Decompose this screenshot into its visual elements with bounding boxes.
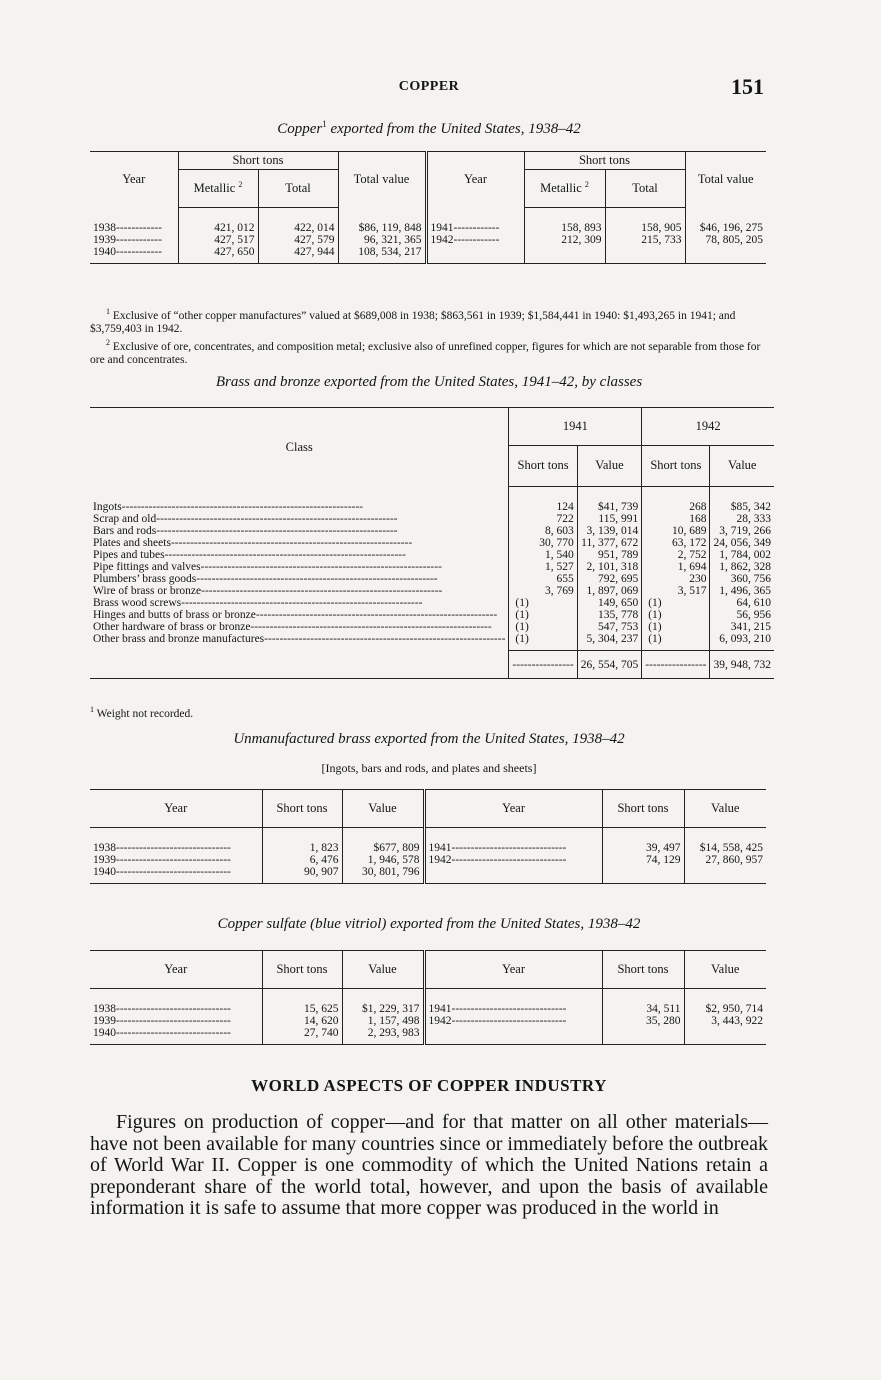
table-caption-unmanufactured-brass: Unmanufactured brass exported from the United States, 1938–42 xyxy=(233,731,625,747)
table-row: Scrap and old--------------------------------------------------------------- 722 115, 991 168 28, 333 xyxy=(90,513,774,525)
col-short-tons-right: Short tons xyxy=(602,951,684,989)
total-row: ---------------- 26, 554, 705 ---------------- 39, 948, 732 xyxy=(90,651,774,679)
col-metallic-right: Metallic $^2$ xyxy=(524,170,605,208)
section-heading: WORLD ASPECTS OF COPPER INDUSTRY xyxy=(251,1076,607,1095)
table-caption-copper-exports: Copper$^1$ exported from the United States, 1938–42 xyxy=(277,119,581,137)
page-number: 151 xyxy=(731,74,764,99)
table-row: Wire of brass or bronze--------------------------------------------------------------- 3, 769 1, 897, 069 3, 517 1, 496, 365 xyxy=(90,585,774,597)
table-row: Plumbers’ brass goods--------------------------------------------------------------- 655 792, 695 230 360, 756 xyxy=(90,573,774,585)
col-value: Value xyxy=(342,790,424,828)
table-row: Other hardware of brass or bronze--------------------------------------------------------------- (1) 547, 753 (1) 341, 215 xyxy=(90,621,774,633)
col-total-value: Total value xyxy=(338,152,426,208)
table-subcaption: [Ingots, bars and rods, and plates and sheets] xyxy=(321,761,537,775)
table-row: 1940------------------------------ 27, 740 2, 293, 983 xyxy=(90,1027,766,1039)
table-row: Plates and sheets--------------------------------------------------------------- 30, 770 11, 377, 672 63, 172 24, 056, 349 xyxy=(90,537,774,549)
running-title: COPPER xyxy=(398,79,460,94)
col-total-value-right: Total value xyxy=(685,152,766,208)
table-brass-bronze xyxy=(90,407,774,679)
col-1942: 1942 xyxy=(642,408,774,446)
col-short-tons-right: Short tons xyxy=(524,152,685,170)
table-row: 1938------------ 421, 012 422, 014 $86, 119, 848 1941------------ 158, 893 158, 905 $46, 196, 275 xyxy=(90,222,766,234)
col-value-1941: Value xyxy=(577,446,642,487)
col-total: Total xyxy=(258,170,338,208)
table-caption-brass-bronze: Brass and bronze exported from the United States, 1941–42, by classes xyxy=(215,374,643,390)
table-row: 1939------------ 427, 517 427, 579 96, 321, 365 1942------------ 212, 309 215, 733 78, 805, 205 xyxy=(90,234,766,246)
table-copper-exports xyxy=(90,151,766,264)
col-short-tons-1942: Short tons xyxy=(642,446,710,487)
col-value-right: Value xyxy=(684,790,766,828)
col-1941: 1941 xyxy=(509,408,642,446)
footnote-1: $^1$ Exclusive of “other copper manufactures” valued at $689,008 in 1938; $863,561 in 1939; $1,584,441 in 1940: $1,493,265 in 1941; and $3,759,403 in 1942. xyxy=(90,307,736,335)
col-metallic: Metallic $^2$ xyxy=(178,170,258,208)
table-row: Bars and rods--------------------------------------------------------------- 8, 603 3, 139, 014 10, 689 3, 719, 266 xyxy=(90,525,774,537)
footnote-weight: $^1$ Weight not recorded. xyxy=(90,705,194,720)
col-short-tons-right: Short tons xyxy=(602,790,684,828)
table-unmanufactured-brass xyxy=(90,789,766,884)
col-year: Year xyxy=(90,951,262,989)
col-year-right: Year xyxy=(424,951,602,989)
col-year: Year xyxy=(90,790,262,828)
table-caption-copper-sulfate: Copper sulfate (blue vitriol) exported from the United States, 1938–42 xyxy=(217,916,641,932)
table-row: 1940------------------------------ 90, 907 30, 801, 796 xyxy=(90,866,766,878)
table-row: Other brass and bronze manufactures--------------------------------------------------------------- (1) 5, 304, 237 (1) 6, 093, 210 xyxy=(90,633,774,645)
col-year-right: Year xyxy=(426,152,524,208)
col-value: Value xyxy=(342,951,424,989)
table-row: 1938------------------------------ 1, 823 $677, 809 1941------------------------------ 39, 497 $14, 558, 425 xyxy=(90,842,766,854)
col-value-right: Value xyxy=(684,951,766,989)
table-row: Pipes and tubes--------------------------------------------------------------- 1, 540 951, 789 2, 752 1, 784, 002 xyxy=(90,549,774,561)
col-short-tons-1941: Short tons xyxy=(509,446,577,487)
col-class: Class xyxy=(90,408,509,487)
running-header xyxy=(90,74,768,100)
table-row: 1939------------------------------ 14, 620 1, 157, 498 1942------------------------------ 35, 280 3, 443, 922 xyxy=(90,1015,766,1027)
col-value-1942: Value xyxy=(710,446,774,487)
col-year: Year xyxy=(90,152,178,208)
table-row: Brass wood screws--------------------------------------------------------------- (1) 149, 650 (1) 64, 610 xyxy=(90,597,774,609)
table-row: Pipe fittings and valves--------------------------------------------------------------- 1, 527 2, 101, 318 1, 694 1, 862, 328 xyxy=(90,561,774,573)
table-row: 1940------------ 427, 650 427, 944 108, 534, 217 xyxy=(90,246,766,258)
col-short-tons: Short tons xyxy=(178,152,338,170)
footnotes-copper-exports xyxy=(90,305,768,367)
col-short-tons: Short tons xyxy=(262,951,342,989)
table-row: 1939------------------------------ 6, 476 1, 946, 578 1942------------------------------ 74, 129 27, 860, 957 xyxy=(90,854,766,866)
col-short-tons: Short tons xyxy=(262,790,342,828)
table-row: 1938------------------------------ 15, 625 $1, 229, 317 1941------------------------------ 34, 511 $2, 950, 714 xyxy=(90,1003,766,1015)
col-year-right: Year xyxy=(424,790,602,828)
col-total-right: Total xyxy=(605,170,685,208)
footnote-2: $^2$ Exclusive of ore, concentrates, and composition metal; exclusive also of unrefined copper, figures for which are not separable from those for ore and concentrates. xyxy=(90,337,761,366)
table-row: Hinges and butts of brass or bronze--------------------------------------------------------------- (1) 135, 778 (1) 56, 956 xyxy=(90,609,774,621)
table-copper-sulfate xyxy=(90,950,766,1045)
table-row: Ingots--------------------------------------------------------------- 124 $41, 739 268 $85, 342 xyxy=(90,501,774,513)
body-paragraph: Figures on production of copper—and for that matter on all other materials—have not been available for many countries since or immediately before the outbreak of World War II. Copper is one commodity of which the United Nations retain a preponderant share of the world total, however, and upon the basis of available information it is safe to assume that more copper was produced in the world in xyxy=(90,1111,768,1219)
